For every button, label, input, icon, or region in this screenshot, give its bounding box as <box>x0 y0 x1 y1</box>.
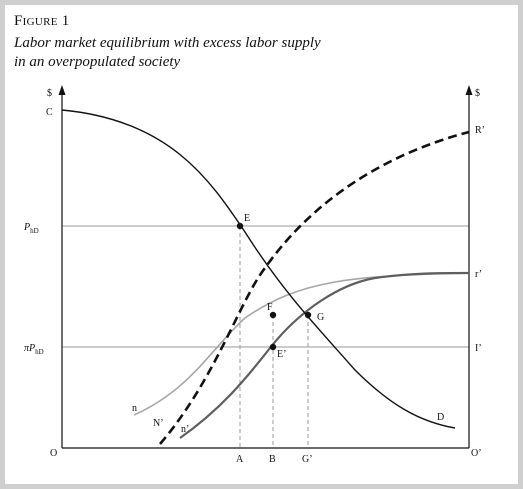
left-axis-arrow <box>59 85 66 95</box>
label-pi-phd-sub: hD <box>35 348 44 356</box>
label-curve-N-prime: N’ <box>153 418 164 429</box>
label-pi-phd <box>24 343 44 356</box>
label-phd-sub: hD <box>30 227 39 235</box>
label-r: r’ <box>475 269 483 280</box>
point-E <box>237 223 243 229</box>
label-point-F: F <box>267 302 273 313</box>
figure-label: Figure 1 <box>14 13 70 29</box>
label-O: O <box>50 448 58 459</box>
label-curve-n: n <box>132 403 137 414</box>
label-point-G: G <box>317 312 325 323</box>
label-point-E-prime: E’ <box>277 349 287 360</box>
label-point-E: E <box>244 213 251 224</box>
label-curve-n-prime: n’ <box>181 424 190 435</box>
left-axis-unit: $ <box>47 88 52 99</box>
label-pi-phd-main: πP <box>24 343 36 354</box>
label-phd <box>23 222 39 235</box>
label-G-prime: G’ <box>302 454 313 465</box>
label-O-prime: O’ <box>471 448 482 459</box>
curve-n <box>134 273 469 415</box>
right-axis-arrow <box>466 85 473 95</box>
label-C: C <box>46 107 53 118</box>
label-I: I’ <box>475 343 482 354</box>
curve-n-prime <box>180 273 469 438</box>
label-R: R’ <box>475 125 485 136</box>
label-phd-main: P <box>24 222 31 233</box>
curve-N-prime <box>160 132 469 444</box>
figure-title-line-1: Labor market equilibrium with excess labor supply <box>14 35 321 51</box>
point-G <box>305 312 311 318</box>
label-curve-D: D <box>437 412 445 423</box>
label-A: A <box>236 454 244 465</box>
right-axis-unit: $ <box>475 88 480 99</box>
point-E-prime <box>270 344 276 350</box>
label-B: B <box>269 454 276 465</box>
figure-title-line-2: in an overpopulated society <box>14 54 181 70</box>
